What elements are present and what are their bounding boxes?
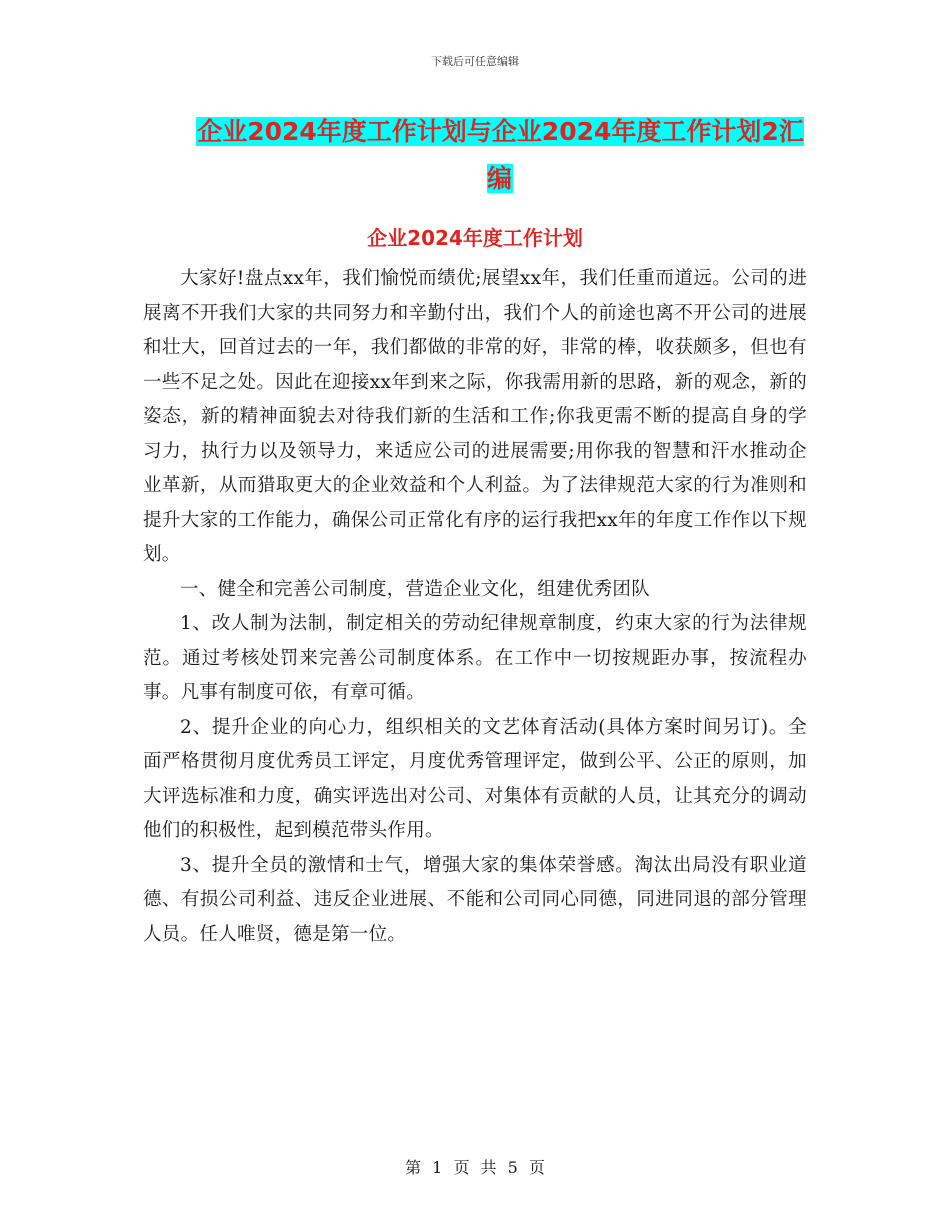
paragraph-intro: 大家好!盘点xx年，我们愉悦而绩优;展望xx年，我们任重而道远。公司的进展离不开我们大家的共同努力和辛勤付出，我们个人的前途也离不开公司的进展和壮大，回首过去的一年，我们都做的非常的好，非常的棒，收获颇多，但也有一些不足之处。因此在迎接xx年到来之际，你我需用新的思路，新的观念，新的姿态，新的精神面貌去对待我们新的生活和工作;你我更需不断的提高自身的学习力，执行力以及领导力，来适应公司的进展需要;用你我的智慧和汗水推动企业革新，从而猎取更大的企业效益和个人利益。为了法律规范大家的行为准则和提升大家的工作能力，确保公司正常化有序的运行我把xx年的年度工作作以下规划。 bbox=[143, 268, 807, 565]
page-number-footer: 第 1 页 共 5 页 bbox=[405, 1158, 545, 1177]
section-title: 企业2024年度工作计划 bbox=[367, 226, 583, 250]
document-body bbox=[143, 262, 807, 952]
paragraph-item-1: 1、改人制为法制，制定相关的劳动纪律规章制度，约束大家的行为法律规范。通过考核处罚来完善公司制度体系。在工作中一切按规距办事，按流程办事。凡事有制度可依，有章可循。 bbox=[143, 613, 807, 703]
document-title bbox=[195, 108, 805, 202]
paragraph-item-3: 3、提升全员的激情和士气，增强大家的集体荣誉感。淘汰出局没有职业道德、有损公司利益、违反企业进展、不能和公司同心同德，同进同退的部分管理人员。任人唯贤，德是第一位。 bbox=[143, 854, 807, 945]
page-header-note: 下载后可任意编辑 bbox=[431, 55, 519, 68]
document-title-text: 企业2024年度工作计划与企业2024年度工作计划2汇编 bbox=[197, 117, 804, 193]
paragraph-item-2: 2、提升企业的向心力，组织相关的文艺体育活动(具体方案时间另订)。全面严格贯彻月度优秀员工评定，月度优秀管理评定，做到公平、公正的原则，加大评选标准和力度，确实评选出对公司、对集体有贡献的人员，让其充分的调动他们的积极性，起到模范带头作用。 bbox=[143, 716, 807, 841]
paragraph-heading-1: 一、健全和完善公司制度，营造企业文化，组建优秀团队 bbox=[180, 578, 651, 600]
